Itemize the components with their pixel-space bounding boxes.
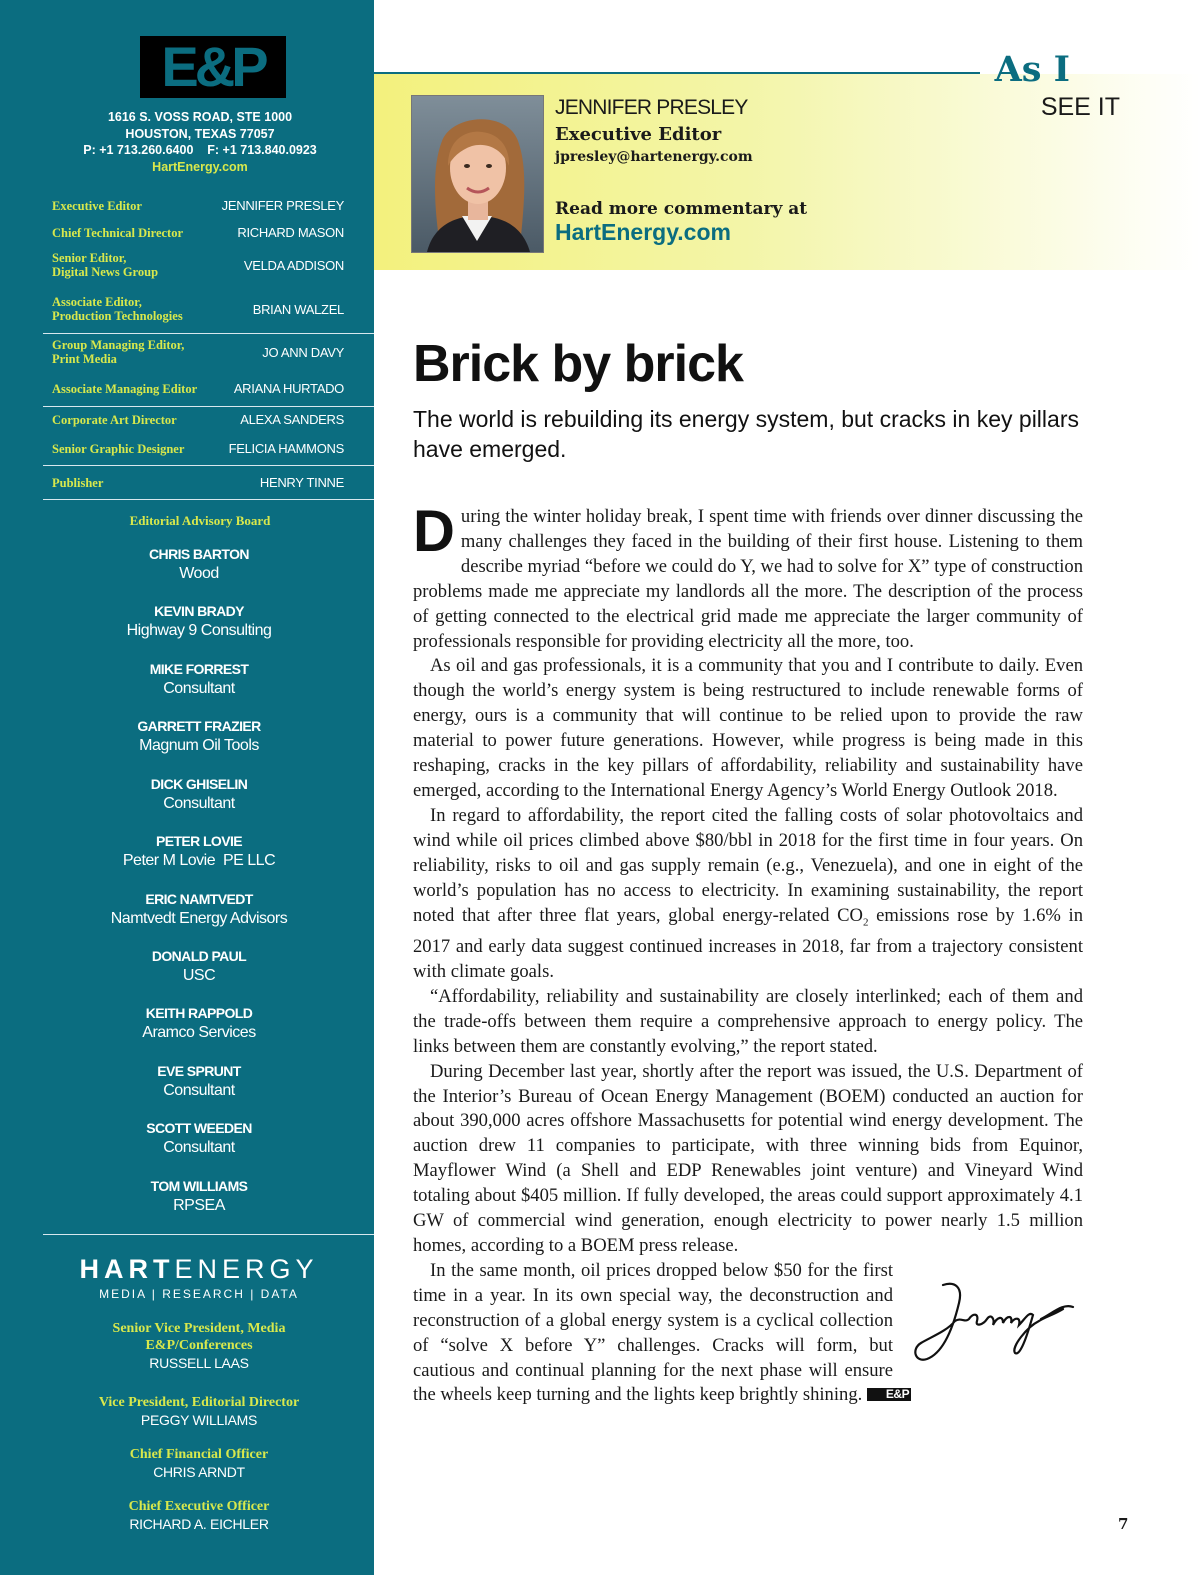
- staff-row: [52, 441, 344, 456]
- board-member: KEVIN BRADY Highway 9 Consulting: [126, 603, 272, 639]
- logo-text: E&P: [161, 36, 265, 98]
- staff-row: [52, 412, 344, 427]
- staff-name: FELICIA HAMMONS: [228, 441, 344, 456]
- page-number: 7: [1118, 1515, 1129, 1533]
- staff-name: JENNIFER PRESLEY: [221, 198, 344, 213]
- advisory-board-title: Editorial Advisory Board: [129, 513, 271, 528]
- executive: Senior Vice President, Media E&P/Conferences RUSSELL LAAS: [112, 1321, 286, 1371]
- editor-name: JENNIFER PRESLEY: [555, 96, 748, 119]
- paragraph: During the winter holiday break, I spent time with friends over dinner discussing the many challenges they faced in the building of their first house. Listening to them describe myriad “before we could do Y, we had to solve for X” type of construction problems made me appreciate my landlords all the more. The description of the process of getting connected to the electrical grid made me appreciate the larger community of professionals responsible for providing electricity all the more, too.: [413, 499, 1083, 652]
- board-member: ERIC NAMTVEDT Namtvedt Energy Advisors: [110, 891, 288, 927]
- divider: [43, 406, 374, 407]
- staff-role: Associate Managing Editor: [52, 381, 198, 396]
- read-more-label: Read more commentary at: [555, 199, 808, 219]
- divider: [43, 1234, 374, 1235]
- column-title: As I: [994, 49, 1070, 90]
- board-member: CHRIS BARTON Wood: [149, 546, 249, 582]
- end-mark-logo: E&P: [867, 1388, 911, 1401]
- staff-name: RICHARD MASON: [237, 225, 344, 240]
- staff-row: [52, 198, 344, 213]
- paragraph: In regard to affordability, the report cited the falling costs of solar photovoltaics and wind while oil prices climbed above $80/bbl in 2018 for the first time in four years. On reliability, risks to oil and gas supply remain (e.g., Venezuela), and one in eight of the world’s population has no access to electricity. In examining sustainability, the report noted that after three flat years, global energy-related $CO_2$ emissions rose by 1.6% in 2017 and early data suggest continued increases in 2018, far from a trajectory consistent with climate goals.: [413, 804, 1084, 983]
- signature-text: Jennifer: [903, 1272, 907, 1274]
- staff-role: Publisher: [52, 475, 104, 490]
- paragraph: As oil and gas professionals, it is a community that you and I contribute to daily. Even though the world’s energy system is being restructured to include renewable forms of energy, ours is a community that will continue to be relied upon to provide the raw material to power future generations. However, while progress is being made in this reshaping, cracks in the key pillars of affordability, reliability and sustainability have emerged, according to the International Energy Agency’s World Energy Outlook 2018.: [413, 655, 1083, 801]
- staff-name: ALEXA SANDERS: [240, 412, 344, 427]
- masthead-sidebar: [0, 0, 374, 1575]
- address-line1: 1616 S. VOSS ROAD, STE 1000: [107, 110, 293, 124]
- paragraph: Jennifer In the same month, oil prices dropped below $50 for the first time in a year. In its own special way, the deconstruction and reconstruction of a global energy system is a cyclical collection of “solve X before Y” challenges. Cracks will form, but cautious and continual planning for the next phase will ensure the wheels keep turning and the lights keep brightly shining. E&P: [413, 1259, 1083, 1408]
- drop-cap: D: [413, 499, 455, 564]
- executive: Chief Financial Officer CHRIS ARNDT: [129, 1447, 269, 1480]
- divider: [43, 499, 374, 500]
- board-member: GARRETT FRAZIER Magnum Oil Tools: [137, 718, 261, 754]
- staff-role: Associate Editor, Production Technologies: [52, 295, 183, 323]
- board-member: DICK GHISELIN Consultant: [150, 776, 248, 812]
- board-member: PETER LOVIE Peter M Lovie PE LLC: [122, 833, 276, 869]
- signature-image: [903, 1273, 1083, 1373]
- staff-role: Corporate Art Director: [52, 412, 177, 427]
- address-line2: HOUSTON, TEXAS 77057: [125, 126, 275, 141]
- staff-row: [52, 338, 344, 366]
- executive: Vice President, Editorial Director PEGGY WILLIAMS: [98, 1395, 300, 1428]
- read-more-link[interactable]: HartEnergy.com: [555, 219, 731, 245]
- editor-photo: [411, 95, 544, 253]
- executive: Chief Executive Officer RICHARD A. EICHLER: [128, 1499, 270, 1532]
- article-body: [413, 499, 1084, 1408]
- staff-name: HENRY TINNE: [259, 475, 344, 490]
- board-member: DONALD PAUL USC: [151, 948, 247, 984]
- article-headline: Brick by brick: [413, 335, 743, 393]
- staff-row: [52, 475, 344, 490]
- hart-energy-logo: HARTENERGY: [79, 1254, 319, 1284]
- staff-row: [52, 295, 344, 323]
- staff-role: Chief Technical Director: [52, 225, 183, 240]
- board-member: MIKE FORREST Consultant: [149, 661, 249, 697]
- staff-name: BRIAN WALZEL: [252, 301, 344, 317]
- paragraph: During December last year, shortly after the report was issued, the U.S. Department of the Interior’s Bureau of Ocean Energy Management (BOEM) conducted an auction for about 390,000 acres offshore Massachusetts for potential wind energy development. The auction drew 11 companies to participate, with three winning bids from Equinor, Mayflower Wind (a Shell and EDP Renewables joint venture) and Vineyard Wind totaling about $405 million. If fully developed, the areas could support approximately 4.1 GW of commercial wind generation, enough electricity to power nearly 1.5 million homes, according to a BOEM press release.: [413, 1060, 1083, 1256]
- staff-role: Group Managing Editor, Print Media: [52, 338, 185, 366]
- board-member: EVE SPRUNT Consultant: [157, 1063, 241, 1099]
- staff-row: [52, 225, 344, 240]
- divider: [43, 333, 374, 334]
- address-block: [0, 109, 400, 175]
- paragraph: “Affordability, reliability and sustainability are closely interlinked; each of them and the trade-offs between them require a comprehensive approach to energy policy. The links between them are constantly evolving,” the report stated.: [413, 985, 1083, 1057]
- editor-email-link[interactable]: jpresley@hartenergy.com: [555, 149, 753, 165]
- staff-role: Senior Editor, Digital News Group: [52, 251, 159, 279]
- staff-name: JO ANN DAVY: [262, 344, 344, 360]
- column-subtitle: SEE IT: [1040, 93, 1120, 121]
- board-member: TOM WILLIAMS RPSEA: [150, 1178, 248, 1214]
- board-member: KEITH RAPPOLD Aramco Services: [142, 1005, 256, 1041]
- ep-logo: [140, 36, 286, 98]
- phone-fax: P: +1 713.260.6400 F: +1 713.840.0923: [83, 143, 317, 157]
- portrait-image: [412, 96, 543, 252]
- staff-row: [52, 251, 344, 279]
- staff-row: [52, 381, 344, 396]
- staff-role: Senior Graphic Designer: [52, 441, 185, 456]
- website-link[interactable]: HartEnergy.com: [152, 159, 248, 174]
- article-deck: The world is rebuilding its energy system, but cracks in key pillars have emerged.: [413, 406, 1079, 462]
- divider: [43, 465, 374, 466]
- staff-name: ARIANA HURTADO: [233, 381, 344, 396]
- staff-role: Executive Editor: [52, 198, 142, 213]
- company-tagline: MEDIA | RESEARCH | DATA: [99, 1287, 299, 1301]
- editor-title: Executive Editor: [555, 124, 722, 145]
- staff-name: VELDA ADDISON: [243, 257, 344, 273]
- board-member: SCOTT WEEDEN Consultant: [146, 1120, 252, 1156]
